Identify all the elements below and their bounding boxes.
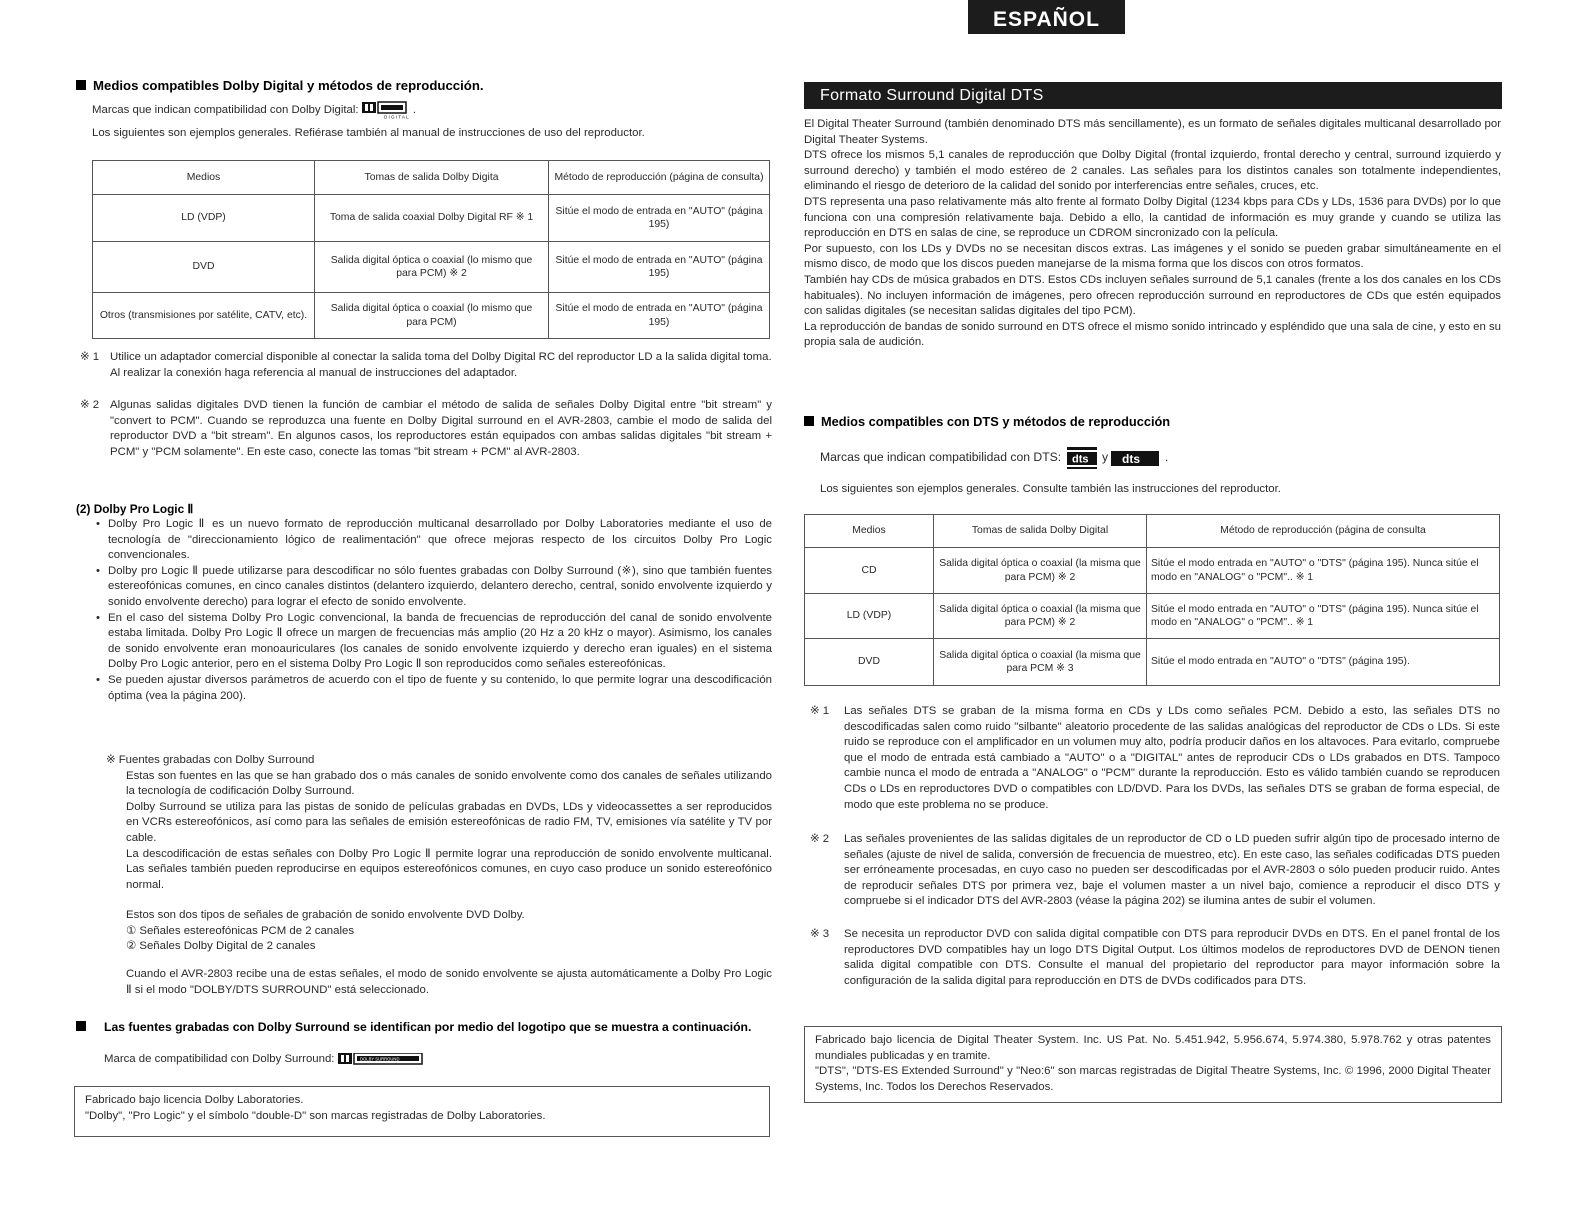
- sources-paragraph: La descodificación de estas señales con Dolby Pro Logic Ⅱ permite lograr una reproducción de sonido envolvente multicanal. Las señales también pueden reproducirse en equipos estereofónicos comunes, en cuyo caso produce un sonido estereofónico normal.: [126, 847, 772, 891]
- list-item: ① Señales estereofónicas PCM de 2 canales: [126, 924, 355, 937]
- table-cell: Salida digital óptica o coaxial (la misma que para PCM) ※ 2: [934, 594, 1147, 639]
- table-row: [93, 195, 770, 242]
- footnote-mark: ※ 2: [80, 399, 100, 411]
- table-cell: Toma de salida coaxial Dolby Digital RF ※ 1: [315, 195, 549, 242]
- table-cell: CD: [805, 548, 934, 594]
- list-item: • En el caso del sistema Dolby Pro Logic convencional, la banda de frecuencias de reproducción del canal de sonido envolvente estaba limitada. Dolby Pro Logic Ⅱ ofrece un margen de frecuencias más amplio (20 Hz a 20 kHz o mayor). Asimismo, los canales de sonido envolvente eran monoauriculares (los canales de sonido envolvente izquierdo y derecho eran iguales) en el sistema Dolby Pro Logic anterior, pero en el sistema Dolby Pro Logic Ⅱ son reproducidos como señales estereofónicas.: [96, 611, 772, 671]
- dts-paragraph: El Digital Theater Surround (también denominado DTS más sencillamente), es un formato de señales digitales multicanal desarrollado por Digital Theater Systems.: [804, 118, 1501, 146]
- types-intro: Estos son dos tipos de señales de grabación de sonido envolvente DVD Dolby.: [126, 909, 525, 921]
- marks-text: Marcas que indican compatibilidad con DTS:: [820, 450, 1062, 465]
- table-header-cell: Medios: [805, 515, 934, 548]
- footnote-mark: ※ 1: [80, 351, 100, 363]
- table-header-cell: Método de reproducción (página de consulta: [1147, 515, 1500, 548]
- table-cell: DVD: [93, 242, 315, 293]
- pro-logic-bullets: [92, 517, 772, 704]
- dts-paragraph: La reproducción de bandas de sonido surround en DTS ofrece el mismo sonido intrincado y espléndido que una sala de cine, y esto en su propia sala de audición.: [804, 320, 1501, 349]
- table-cell: Salida digital óptica o coaxial (la misma que para PCM) ※ 2: [934, 548, 1147, 594]
- square-bullet-icon: [76, 80, 86, 90]
- table-cell: Sitúe el modo entrada en "AUTO" o "DTS" (página 195). Nunca sitúe el modo en "ANALOG" o "PCM".. ※ 1: [1147, 548, 1500, 594]
- table-cell: Sitúe el modo de entrada en "AUTO" (página 195): [549, 293, 770, 339]
- dts-footnote-2: [810, 832, 1500, 910]
- dts-footnote-1: [810, 704, 1500, 813]
- svg-text:DIGITAL: DIGITAL: [383, 114, 410, 119]
- section-title-pro-logic: (2) Dolby Pro Logic Ⅱ: [76, 502, 194, 516]
- dts-logo-icon: [1111, 449, 1161, 467]
- section-title-dts-media: [804, 414, 1170, 430]
- dts-footnote-3: [810, 927, 1500, 989]
- dolby-surround-sources: [106, 753, 772, 893]
- table-cell: Sitúe el modo de entrada en "AUTO" (página 195): [549, 195, 770, 242]
- auto-mode-text: Cuando el AVR-2803 recibe una de estas señales, el modo de sonido envolvente se ajusta automáticamente a Dolby Pro Logic Ⅱ si el modo "DOLBY/DTS SURROUND" está seleccionado.: [126, 968, 772, 996]
- svg-text:dts: dts: [1071, 453, 1089, 466]
- dts-paragraph: Por supuesto, con los LDs y DVDs no se necesitan discos extras. Las imágenes y el sonido se pueden grabar simultáneamente en el mismo disco, de modo que los discos pueden manejarse de la misma forma que los discos con otros formatos.: [804, 242, 1501, 271]
- footnote-text: Las señales provenientes de las salidas digitales de un reproductor de CD o LD pueden sufrir algún tipo de procesado interno de señales (ajuste de nivel de salida, conversión de frecuencia de muestreo, etc). En este caso, las señales codificadas DTS pueden ser erróneamente procesadas, en cuyo caso no pueden ser descodificadas por el AVR-2803 o sólo pueden producir ruido. Antes de reproducir señales DTS por primera vez, baje el volumen master a un nivel bajo, comience a reproducir el disco DTS y compruebe si el indicador DTS del AVR-2803 (véase la página 202) se ilumina antes de subir el volumen.: [844, 833, 1500, 908]
- footnote-mark: ※ 3: [810, 928, 830, 940]
- dts-intro: Los siguientes son ejemplos generales. Consulte también las instrucciones del reproductor.: [820, 483, 1281, 495]
- dts-banner: Formato Surround Digital DTS: [804, 82, 1502, 109]
- svg-text:dts: dts: [1122, 452, 1141, 466]
- list-item: • Dolby Pro Logic Ⅱ es un nuevo formato de reproducción multicanal desarrollado por Dolby Laboratories mediante el uso de tecnología de "direccionamiento lógico de realimentación" que ofrece mejoras respecto de los circuitos Dolby Pro Logic convencionales.: [96, 518, 772, 562]
- dvd-dolby-types: [126, 908, 772, 955]
- square-bullet-icon: [76, 1021, 86, 1031]
- dts-paragraph: DTS representa una paso relativamente más alto frente al formato Dolby Digital (1234 kbps para CDs y LDs, 1536 para DVDs) por lo que funciona con una compresión relativamente baja. Debido a ello, la cantidad de información es muy grande y cuando se utiliza las reproducción en DTS en salas de cine, se reproduce un CDROM sincronizado con la película.: [804, 195, 1501, 240]
- table-header-cell: Tomas de salida Dolby Digital: [934, 515, 1147, 548]
- dts-license-box: [804, 1026, 1502, 1103]
- dts-paragraph: También hay CDs de música grabados en DTS. Estos CDs incluyen señales surround de 5,1 canales (frente a los dos canales en los CDs habituales). No incluyen información de imágenes, pero ofrecen reproducción surround en reproductores de CDs que estén equipados con salidas digitales (se necesitan salidas digitales del tipo PCM).: [804, 273, 1501, 318]
- dolby-surround-logo-icon: [338, 1053, 424, 1065]
- list-item: • Se pueden ajustar diversos parámetros de acuerdo con el tipo de fuente y su contenido, lo que permite lograr una descodificación óptima (vea la página 200).: [96, 673, 772, 702]
- dolby-marks-line: Marcas que indican compatibilidad con Dolby Digital: DIGITAL .: [92, 101, 772, 119]
- table-row: [93, 242, 770, 293]
- sources-paragraph: Estas son fuentes en las que se han grabado dos o más canales de sonido envolvente como dos canales de señales utilizando la tecnología de codificación Dolby Surround.: [126, 769, 772, 798]
- table-cell: Otros (transmisiones por satélite, CATV, etc).: [93, 293, 315, 339]
- table-row: [805, 639, 1500, 686]
- section-title-text: Las fuentes grabadas con Dolby Surround se identifican por medio del logotipo que se muestra a continuación.: [104, 1020, 752, 1034]
- dts-digital-surround-logo-icon: [1065, 446, 1099, 470]
- table-cell: Salida digital óptica o coaxial (la misma que para PCM ※ 3: [934, 639, 1147, 686]
- square-bullet-icon: [804, 416, 814, 426]
- dts-description: [804, 117, 1501, 351]
- table-cell: LD (VDP): [805, 594, 934, 639]
- dolby-surround-marks-line: [104, 1052, 772, 1068]
- table-cell: Salida digital óptica o coaxial (lo mismo que para PCM) ※ 2: [315, 242, 549, 293]
- dolby-license-box: [74, 1086, 770, 1137]
- footnote-text: Las señales DTS se graban de la misma forma en CDs y LDs como señales PCM. Debido a esto, las señales DTS no descodificadas salen como ruido "silbante" aleatorio procedente de las salidas analógicas del reproductor de CDs o LDs. Si este ruido se reproduce con el amplificador en un volumen muy alto, podría producir daños en los altavoces. Para evitarlo, compruebe que el modo de entrada está cambiado a "AUTO" o a "DIGITAL" antes de reproducir CDs o LDs grabados en DTS. Tampoco cambie nunca el modo de entrada a "ANALOG" o "PCM" durante la reproducción. Esto es válido también cuando se reproducen CDs o LDs en reproductores DVD o compatibles con LD/DVD. Para los DVDs, las señales DTS se graban de forma especial, de modo que este problema no se produce.: [844, 705, 1500, 811]
- footnote-text: Utilice un adaptador comercial disponible al conectar la salida toma del Dolby Digital RC del reproductor LD a la salida digital toma.: [110, 351, 772, 363]
- table-cell: Salida digital óptica o coaxial (lo mismo que para PCM): [315, 293, 549, 339]
- list-item: • Dolby pro Logic Ⅱ puede utilizarse para descodificar no sólo fuentes grabadas con Dolby Surround (※), sino que también fuentes estereofónicas comunes, en cinco canales distintos (delantero izquierdo, delantero derecho, central, sonido envolvente izquierdo y sonido envolvente derecho) para lograr el efecto de sonido envolvente.: [96, 564, 772, 608]
- table-row: [805, 594, 1500, 639]
- footnote-mark: ※ 2: [810, 833, 830, 845]
- dts-marks-line: Marcas que indican compatibilidad con DTS: dts y dts .: [820, 446, 1500, 470]
- footnote-text: Al realizar la conexión haga referencia al manual de instrucciones del adaptador.: [110, 366, 518, 379]
- list-item: ② Señales Dolby Digital de 2 canales: [126, 940, 316, 953]
- and-text: y: [1101, 450, 1109, 465]
- license-text: "Dolby", "Pro Logic" y el símbolo "double-D" son marcas registradas de Dolby Laboratories.: [85, 1109, 546, 1122]
- table-cell: Sitúe el modo entrada en "AUTO" o "DTS" (página 195). Nunca sitúe el modo en "ANALOG" o "PCM".. ※ 1: [1147, 594, 1500, 639]
- license-text: Fabricado bajo licencia de Digital Theater System. Inc. US Pat. No. 5.451.942, 5.956.674, 5.974.380, 5.978.762 y otras patentes mundiales publicadas y en tramite.: [815, 1034, 1491, 1062]
- table-cell: Sitúe el modo de entrada en "AUTO" (página 195): [549, 242, 770, 293]
- table-header-cell: Método de reproducción (página de consulta): [549, 161, 770, 195]
- table-cell: DVD: [805, 639, 934, 686]
- language-tab: ESPAÑOL: [968, 0, 1125, 34]
- section-title-text: Medios compatibles con DTS y métodos de reproducción: [821, 414, 1171, 429]
- sources-paragraph: Dolby Surround se utiliza para las pistas de sonido de películas grabadas en DVDs, LDs y videocassettes a ser reproducidos en VCRs estereofónicos, así como para las señales de emisión estereofónicas de radio FM, TV, emisiones vía satélite y TV por cable.: [126, 800, 772, 844]
- dolby-digital-logo-icon: [362, 101, 410, 119]
- table-row: [93, 293, 770, 339]
- marks-text: Marcas que indican compatibilidad con Dolby Digital:: [92, 104, 359, 117]
- table-header-cell: Tomas de salida Dolby Digita: [315, 161, 549, 195]
- section-title-dolby-digital: [76, 78, 484, 94]
- table-cell: Sitúe el modo entrada en "AUTO" o "DTS" (página 195).: [1147, 639, 1500, 686]
- table-header-cell: Medios: [93, 161, 315, 195]
- svg-text:DOLBY SURROUND: DOLBY SURROUND: [359, 1056, 400, 1062]
- table-cell: LD (VDP): [93, 195, 315, 242]
- footnote-1: [80, 350, 772, 381]
- section-title-dolby-surround-logo: [76, 1020, 772, 1036]
- dolby-digital-table: [92, 160, 770, 339]
- section-title-text: Medios compatibles Dolby Digital y métodos de reproducción.: [93, 78, 484, 93]
- license-text: "DTS", "DTS-ES Extended Surround" y "Neo:6" son marcas registradas de Digital Theatre Systems, Inc. © 1996, 2000 Digital Theater Systems, Inc. Todos los Derechos Reservados.: [815, 1065, 1491, 1093]
- sources-title: ※ Fuentes grabadas con Dolby Surround: [106, 754, 315, 766]
- footnote-2: [80, 398, 772, 460]
- marks-text: Marca de compatibilidad con Dolby Surround:: [104, 1053, 335, 1065]
- footnote-text: Se necesita un reproductor DVD con salida digital compatible con DTS para reproducir DVDs en DTS. En el panel frontal de los reproductores DVD compatibles hay un logo DTS Digital Output. Los últimos modelos de reproductores DVD de DENON tienen salida digital compatible con DTS. Consulte el manual del propietario del reproductor para mayor información sobre la configuración de la salida digital para reproducción en DTS de DVDs codificados para DTS.: [844, 928, 1500, 987]
- footnote-mark: ※ 1: [810, 705, 830, 717]
- table-row: [805, 548, 1500, 594]
- footnote-text: Algunas salidas digitales DVD tienen la función de cambiar el método de salida de señales Dolby Digital entre "bit stream" y "convert to PCM". Cuando se reproduzca una fuente en Dolby Digital surround en el AVR-2803, cambie el modo de salida del reproductor DVD a "bit stream". En algunos casos, los reproductores están equipados con ambas salidas digitales "bit stream + PCM" y "PCM solamente". En este caso, conecte las tomas "bit stream + PCM" al AVR-2803.: [110, 399, 772, 458]
- license-text: Fabricado bajo licencia Dolby Laboratories.: [85, 1094, 304, 1106]
- dolby-intro: Los siguientes son ejemplos generales. Refiérase también al manual de instrucciones de uso del reproductor.: [92, 127, 645, 139]
- dts-paragraph: DTS ofrece los mismos 5,1 canales de reproducción que Dolby Digital (frontal izquierdo, frontal derecho y central, surround izquierdo y surround derecho) y también el modo estéreo de 2 canales. Las señales para los distintos canales son totalmente independientes, eliminando el riesgo de deterioro de la calidad del sonido por interferencias entre señales, cruces, etc.: [804, 149, 1501, 193]
- dts-table: [804, 514, 1500, 686]
